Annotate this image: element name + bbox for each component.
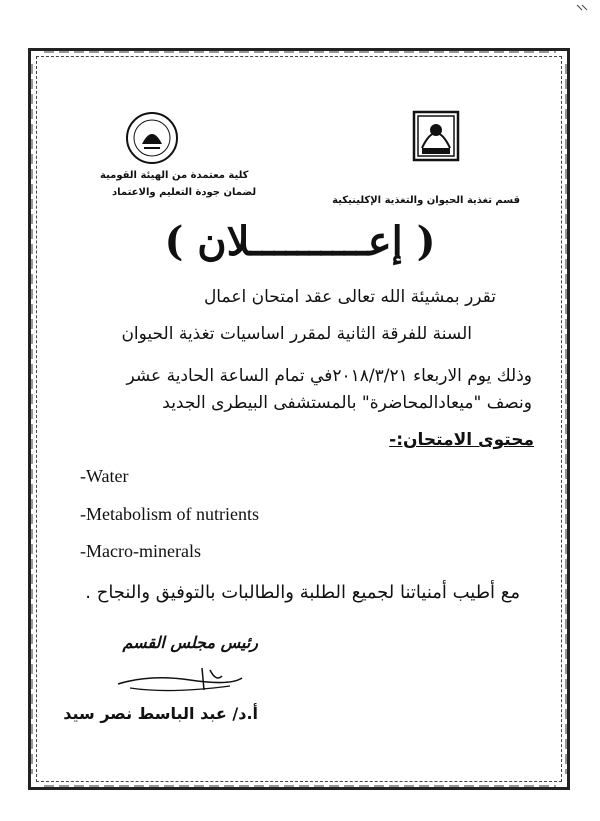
faculty-seal-logo bbox=[124, 110, 180, 166]
scan-corner-mark bbox=[576, 4, 588, 14]
announcement-line-4: ونصف "ميعادالمحاضرة" بالمستشفى البيطرى الجديد bbox=[162, 393, 532, 413]
handwritten-signature bbox=[110, 660, 250, 698]
exam-content-item: -Metabolism of nutrients bbox=[80, 504, 259, 524]
accreditation-line-2: لضمان جودة التعليم والاعتماد bbox=[112, 187, 257, 198]
signatory-title: رئيس مجلس القسم bbox=[122, 633, 258, 652]
accreditation-line-1: كلية معتمدة من الهيئة القومية bbox=[100, 170, 249, 181]
announcement-title: ( إعــــــــــلان ) bbox=[164, 218, 436, 265]
department-name: قسم تغذية الحيوان والتغذية الإكلينيكية bbox=[332, 195, 520, 206]
announcement-line-1: تقرر بمشيئة الله تعالى عقد امتحان اعمال bbox=[203, 287, 496, 307]
exam-content-item: -Macro-minerals bbox=[80, 541, 201, 561]
announcement-line-3: وذلك يوم الاربعاء ٢٠١٨/٣/٢١في تمام الساعة الحادية عشر bbox=[126, 366, 532, 386]
closing-remark: مع أطيب أمنياتنا لجميع الطلبة والطالبات بالتوفيق والنجاح . bbox=[85, 582, 520, 603]
university-logo bbox=[408, 108, 464, 164]
signatory-name: أ.د/ عبد الباسط نصر سيد bbox=[63, 704, 258, 723]
announcement-line-2: السنة للفرقة الثانية لمقرر اساسيات تغذية الحيوان bbox=[121, 324, 472, 344]
exam-content-heading: محتوى الامتحان:- bbox=[389, 430, 534, 450]
exam-content-item: -Water bbox=[80, 466, 129, 486]
